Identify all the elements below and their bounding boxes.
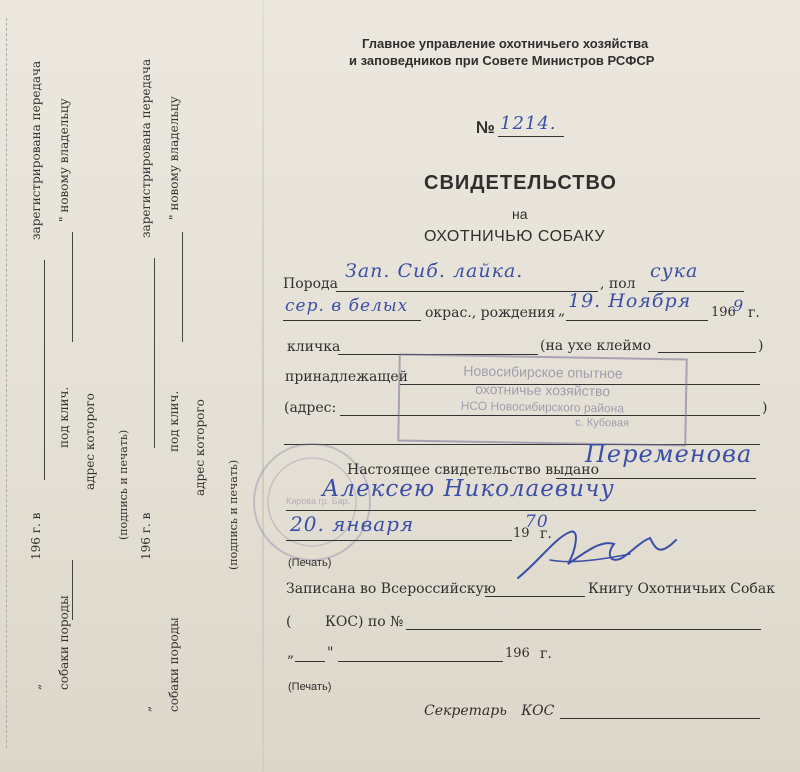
title-preposition: на xyxy=(512,206,528,222)
issue-year-prefix: 19 xyxy=(513,526,530,541)
registered-line xyxy=(485,596,585,597)
stamp-line-1: Новосибирское опытное xyxy=(463,362,623,382)
birth-year-suffix: 9 xyxy=(733,296,745,315)
round-seal xyxy=(250,440,374,564)
issued-to-surname: Переменова xyxy=(585,440,753,468)
address-close: ) xyxy=(762,400,768,416)
date-quote-close: " xyxy=(327,645,334,661)
issue-year-value: 70 xyxy=(525,512,549,532)
ear-mark-label: (на ухе клеймо xyxy=(540,338,652,354)
strip2-address: адрес которого xyxy=(193,399,207,496)
breed-value: Зап. Сиб. лайка. xyxy=(345,260,524,282)
strip2-line-1 xyxy=(154,258,155,448)
date-quote-open: „ xyxy=(287,645,295,661)
strip2-registered: зарегистрирована передача xyxy=(139,58,153,238)
issue-date-line xyxy=(286,540,512,541)
issue-year-unit: г. xyxy=(540,526,552,542)
secretary-line xyxy=(560,718,760,719)
birth-line xyxy=(566,320,708,321)
strip3-sign: (подпись и печать) xyxy=(227,459,240,570)
round-seal-text: Кирова гр. Бар. xyxy=(286,496,351,506)
strip1-under-nick: под клич. xyxy=(57,386,71,448)
strip1-dog-breed: собаки породы xyxy=(57,595,71,690)
strip1-line-2 xyxy=(72,232,73,342)
breed-line xyxy=(336,291,598,292)
kos-number-label: КОС) по № xyxy=(325,614,404,630)
owner-label: принадлежащей xyxy=(285,369,408,385)
stamp-line-3: НСО Новосибирского района xyxy=(460,398,625,416)
certificate-number: 1214. xyxy=(500,113,557,134)
birth-quote: „ xyxy=(558,303,566,319)
birth-date-value: 19. Ноября xyxy=(568,290,692,312)
ear-mark-close: ) xyxy=(758,338,764,354)
birth-year-prefix: 196 xyxy=(711,305,736,320)
stamp-line-2: охотничье хозяйство xyxy=(475,380,611,400)
strip2-under-nick: под клич. xyxy=(167,390,181,452)
issued-line-2 xyxy=(286,510,756,511)
organization-stamp xyxy=(397,353,687,446)
stamp-line-4: с. Кубовая xyxy=(575,416,630,430)
issue-date-value: 20. января xyxy=(290,512,415,536)
strip1-year: 196 г. в xyxy=(29,512,43,560)
strip2-dog-breed: собаки породы xyxy=(167,617,181,712)
document-title: СВИДЕТЕЛЬСТВО xyxy=(424,172,617,194)
header-line-2: и заповедников при Совете Министров РСФСР xyxy=(349,53,655,68)
date-month-line xyxy=(338,661,503,662)
date-year-unit: г. xyxy=(540,646,552,662)
color-value: сер. в белых xyxy=(285,296,409,316)
seal-label-2: (Печать) xyxy=(288,681,332,693)
header-line-1: Главное управление охотничьего хозяйства xyxy=(362,36,649,51)
number-underline xyxy=(498,136,564,137)
kos-number-line xyxy=(406,629,761,630)
number-prefix: № xyxy=(476,118,495,137)
strip2-new-owner: " новому владельцу xyxy=(167,96,181,220)
paper-fold xyxy=(262,0,264,772)
strip2-quote: „ xyxy=(139,705,153,712)
sex-value: сука xyxy=(650,260,699,282)
registered-label: Записана во Всероссийскую xyxy=(286,581,496,597)
kos-open: ( xyxy=(286,614,292,630)
color-line xyxy=(283,320,421,321)
breed-label: Порода xyxy=(283,276,338,292)
sex-label: , пол xyxy=(600,276,636,292)
strip2-sign: (подпись и печать) xyxy=(117,429,130,540)
color-birth-label: окрас., рождения xyxy=(425,305,556,321)
strip1-line-1 xyxy=(44,260,45,480)
nickname-label: кличка xyxy=(287,339,341,355)
strip2-year: 196 г. в xyxy=(139,512,153,560)
registered-book: Книгу Охотничьих Собак xyxy=(588,581,775,597)
seal-label: (Печать) xyxy=(288,557,332,569)
secretary-label: Секретарь КОС xyxy=(424,703,555,719)
birth-year-unit: г. xyxy=(748,305,760,321)
issued-to-name: Алексею Николаевичу xyxy=(322,476,615,502)
issued-label: Настоящее свидетельство выдано xyxy=(347,462,600,478)
signature-graphic xyxy=(510,520,690,590)
strip1-line-3 xyxy=(72,560,73,620)
date-year: 196 xyxy=(505,646,530,661)
strip2-line-2 xyxy=(182,232,183,342)
left-strip-edge xyxy=(6,18,7,748)
strip1-registered: зарегистрирована передача xyxy=(29,60,43,240)
strip1-quote: „ xyxy=(29,683,43,690)
strip1-address: адрес которого xyxy=(83,393,97,490)
address-label: (адрес: xyxy=(284,400,337,416)
date-day-line xyxy=(295,661,325,662)
ear-mark-line xyxy=(658,352,756,353)
document-subtitle: ОХОТНИЧЬЮ СОБАКУ xyxy=(424,228,606,245)
strip1-new-owner: " новому владельцу xyxy=(57,98,71,222)
